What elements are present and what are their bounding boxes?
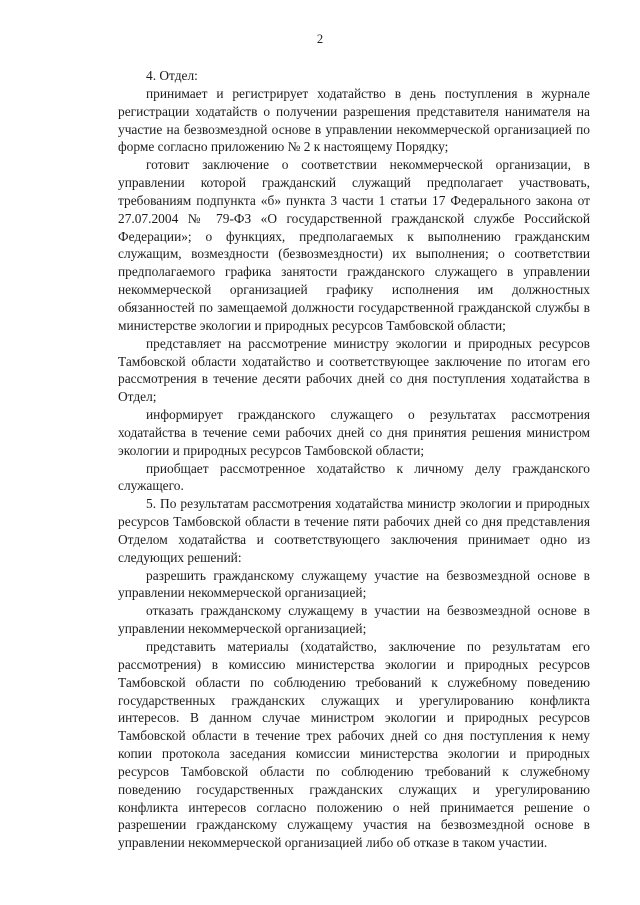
paragraph-prepare-conclusion: готовит заключение о соответствии некоммерческой организации, в управлении которой гражданский служащий предполагает участвовать, требованиям подпункта «б» пункта 3 части 1 статьи 17 Федерального закона от 27.07.2004 № 79-ФЗ «О государственной гражданской службе Российской Федерации»; о функциях, предполагаемых к выполнению гражданским служащим, возмездности (безвозмездности) их выполнения; о соответствии предполагаемого графика занятости гражданского служащего в управлении некоммерческой организацией графику исполнения им должностных обязанностей по замещаемой должности государственной гражданской службы в министерстве экологии и природных ресурсов Тамбовской области; — [118, 157, 590, 333]
section-5-paragraph: 5. По результатам рассмотрения ходатайства министр экологии и природных ресурсов Тамбовской области в течение пяти рабочих дней со дня представления Отделом ходатайства и соответствующего заключения принимает одно из следующих решений: — [118, 496, 590, 565]
paragraph-decision-refuse: отказать гражданскому служащему в участии на безвозмездной основе в управлении некоммерческой организацией; — [118, 603, 590, 637]
paragraph-submit-to-minister: представляет на рассмотрение министру экологии и природных ресурсов Тамбовской области ходатайство и соответствующее заключение по итогам его рассмотрения в течение десяти рабочих дней со дня поступления ходатайства в Отдел; — [118, 335, 590, 405]
page-number: 2 — [316, 32, 324, 46]
paragraph-decision-commission: представить материалы (ходатайство, заключение по результатам его рассмотрения) в комиссию министерства экологии и природных ресурсов Тамбовской области по соблюдению требований к служебному поведению государственных гражданских служащих и урегулированию конфликта интересов. В данном случае министром экологии и природных ресурсов Тамбовской области в течение трех рабочих дней со дня поступления к нему копии протокола заседания комиссии министерства экологии и природных ресурсов Тамбовской области по соблюдению требований к служебному поведению государственных гражданских служащих и урегулированию конфликта интересов согласно положению о ней принимается решение о разрешении гражданскому служащему участия на безвозмездной основе в управлении некоммерческой организацией либо об отказе в таком участии. — [118, 639, 590, 851]
paragraph-attach-to-file: приобщает рассмотренное ходатайство к личному делу гражданского служащего. — [118, 460, 590, 494]
paragraph-decision-permit: разрешить гражданскому служащему участие на безвозмездной основе в управлении некоммерческой организацией; — [118, 567, 590, 601]
paragraph-register-petition: принимает и регистрирует ходатайство в день поступления в журнале регистрации ходатайств о получении разрешения представителя нанимателя на участие на безвозмездной основе в управлении некоммерческой организацией по форме согласно приложению № 2 к настоящему Порядку; — [118, 85, 590, 155]
section-4-heading: 4. Отдел: — [146, 68, 198, 83]
paragraph-inform-servant: информирует гражданского служащего о результатах рассмотрения ходатайства в течение семи рабочих дней со дня принятия решения министром экологии и природных ресурсов Тамбовской области; — [118, 407, 590, 458]
document-body — [118, 67, 590, 852]
